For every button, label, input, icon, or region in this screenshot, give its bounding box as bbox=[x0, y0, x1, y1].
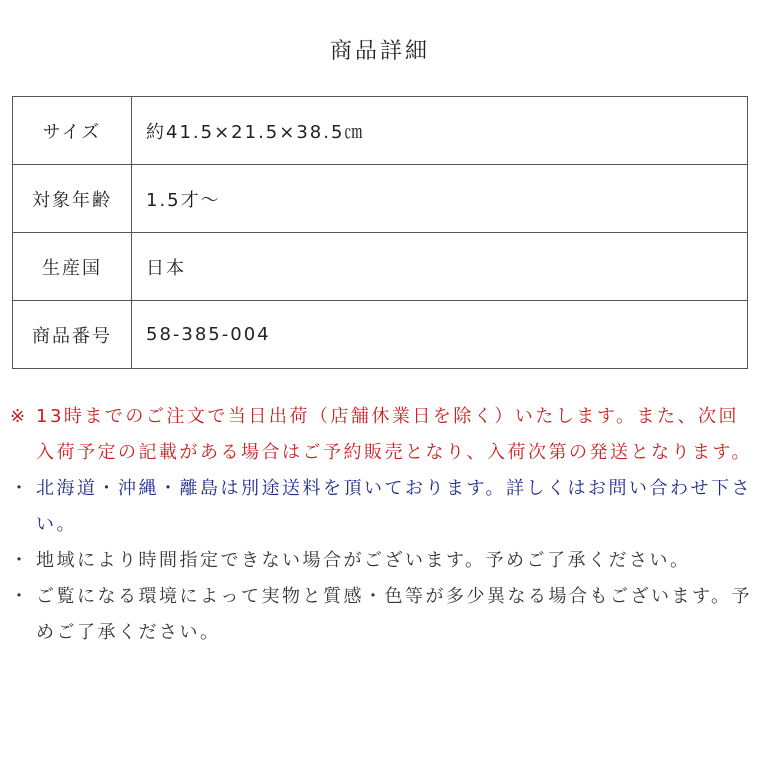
remote-area-note bbox=[10, 471, 755, 543]
spec-table bbox=[12, 96, 748, 369]
spec-value: 約41.5×21.5×38.5㎝ bbox=[132, 97, 748, 165]
color-difference-note bbox=[10, 579, 755, 651]
spec-label: サイズ bbox=[13, 97, 132, 165]
spec-label: 商品番号 bbox=[13, 301, 132, 369]
note-text: 北海道・沖縄・離島は別途送料を頂いております。詳しくはお問い合わせ下さい。 bbox=[36, 478, 753, 535]
spec-row-product-number bbox=[13, 301, 748, 369]
note-text: 地域により時間指定できない場合がございます。予めご了承ください。 bbox=[36, 550, 691, 571]
spec-row-country bbox=[13, 233, 748, 301]
spec-label: 対象年齢 bbox=[13, 165, 132, 233]
time-designation-note bbox=[10, 543, 755, 579]
spec-value: 日本 bbox=[132, 233, 748, 301]
notes-list bbox=[10, 399, 755, 651]
spec-value: 1.5才～ bbox=[132, 165, 748, 233]
spec-label: 生産国 bbox=[13, 233, 132, 301]
note-mark: ・ bbox=[10, 586, 31, 607]
spec-value: 58-385-004 bbox=[132, 301, 748, 369]
spec-row-size bbox=[13, 97, 748, 165]
note-mark: ・ bbox=[10, 478, 31, 499]
note-mark: ※ bbox=[10, 406, 28, 427]
note-text: 13時までのご注文で当日出荷（店舗休業日を除く）いたします。また、次回入荷予定の記載がある場合はご予約販売となり、入荷次第の発送となります。 bbox=[36, 406, 753, 463]
page-title: 商品詳細 bbox=[329, 39, 430, 64]
note-text: ご覧になる環境によって実物と質感・色等が多少異なる場合もございます。予めご了承ください。 bbox=[36, 586, 753, 643]
shipping-note bbox=[10, 399, 755, 471]
spec-row-age bbox=[13, 165, 748, 233]
note-mark: ・ bbox=[10, 550, 31, 571]
